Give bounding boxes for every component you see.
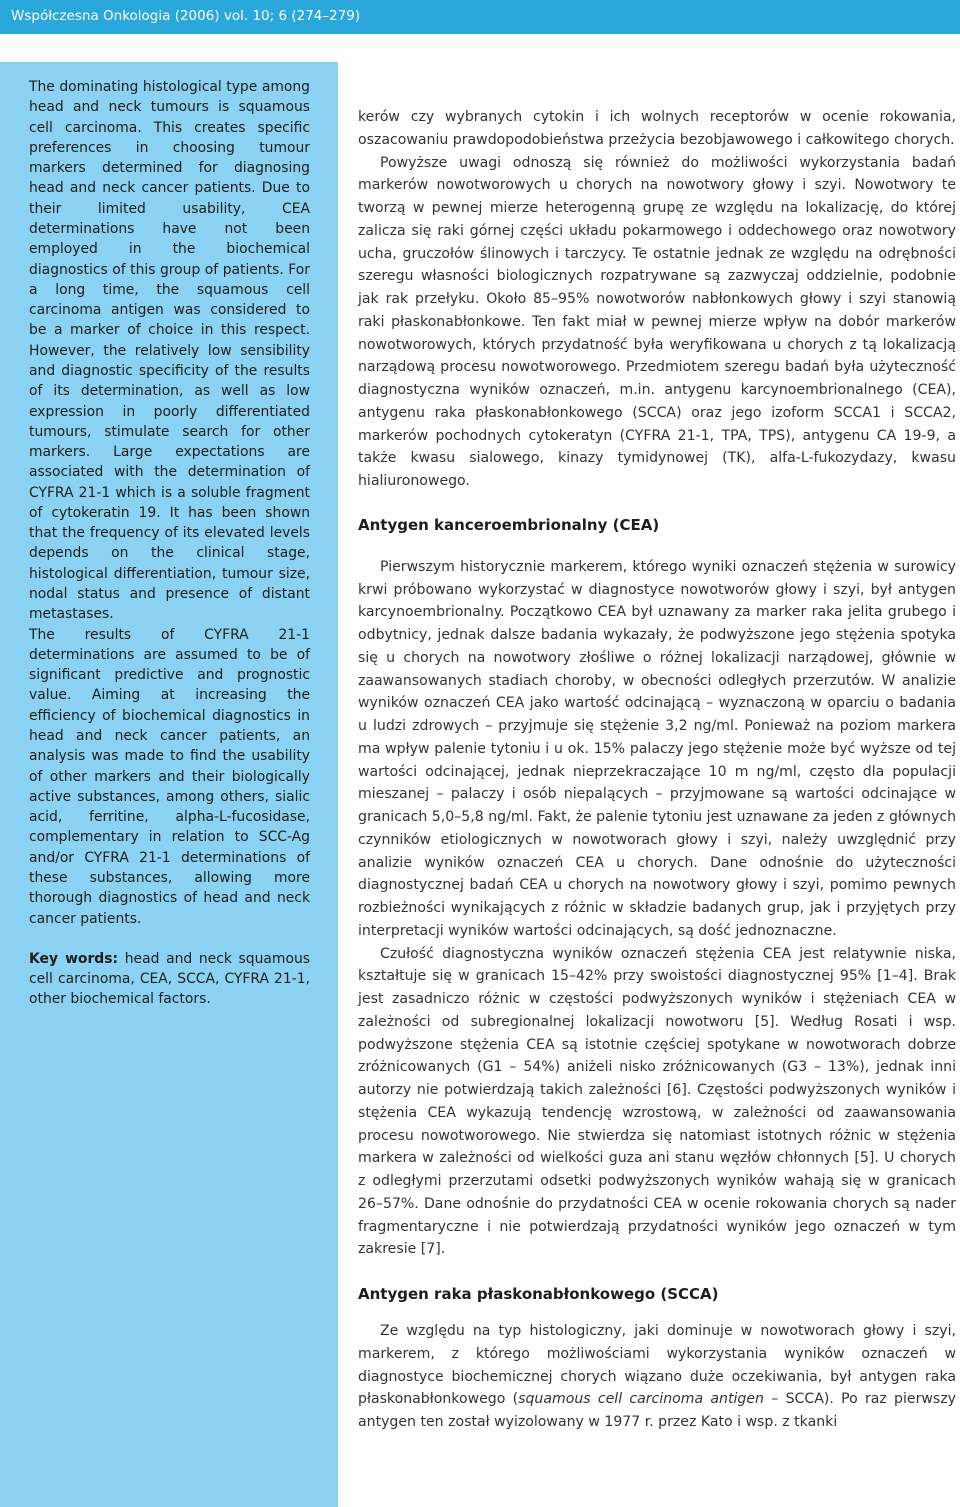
abstract-column bbox=[29, 77, 310, 1010]
body-paragraph bbox=[358, 1320, 956, 1434]
body-text: Ze względu na typ histologiczny, jaki dominuje w nowotworach głowy i szyi, markerem, z którego możliwościami wykorzystania wyników oznaczeń w diagnostyce biochemicznej chorych wiązano duże oczekiwania, był antygen raka płaskonabłonkowego ( bbox=[358, 1323, 956, 1408]
body-paragraph: Powyższe uwagi odnoszą się również do możliwości wykorzystania badań markerów nowotworowych u chorych na nowotwory głowy i szyi. Nowotwory te tworzą w pewnej mierze heterogenną grupę ze względu na lokalizację, do której zalicza się raki górnej części układu pokarmowego i oddechowego oraz nowotwory ucha, gruczołów ślinowych i tarczycy. Te ostatnie jednak ze względu na odrębności szeregu własności biologicznych rozpatrywane są zazwyczaj oddzielnie, podobnie jak rak przełyku. Około 85–95% nowotworów nabłonkowych głowy i szyi stanowią raki płaskonabłonkowe. Ten fakt miał w pewnej mierze wpływ na dobór markerów nowotworowych, których przydatność była weryfikowana u chorych z tą lokalizacją narządową procesu nowotworowego. Przedmiotem szeregu badań była użyteczność diagnostyczna wyników oznaczeń, m.in. antygenu karcynoembrionalnego (CEA), antygenu raka płaskonabłonkowego (SCCA) oraz jego izoform SCCA1 i SCCA2, markerów pochodnych cytokeratyn (CYFRA 21-1, TPA, TPS), antygenu CA 19-9, a także kwasu sialowego, kinazy tymidynowej (TK), alfa-L-fukozydazy, kwasu hialiuronowego. bbox=[358, 154, 956, 489]
journal-citation: Współczesna Onkologia (2006) vol. 10; 6 (274–279) bbox=[11, 8, 361, 24]
journal-header-bar bbox=[0, 0, 960, 34]
keywords-text: head and neck squamous cell carcinoma, CEA, SCCA, CYFRA 21-1, other biochemical factors. bbox=[29, 950, 310, 1008]
body-column bbox=[358, 106, 956, 1434]
body-paragraph: Pierwszym historycznie markerem, którego wyniki oznaczeń stężenia w surowicy krwi próbowano wykorzystać w diagnostyce nowotworów głowy i szyi, był antygen karcynoembrionalny. Początkowo CEA był uznawany za marker raka jelita grubego i odbytnicy, jednak dalsze badania wykazały, że podwyższone jego stężenia spotyka się u chorych na nowotwory złośliwe o różnej lokalizacji narządowej, głównie w zaawansowanych stadiach choroby, w obecności odległych przerzutów. W analizie wyników oznaczeń CEA jako wartość odcinającą – wyznaczoną w oparciu o badania u ludzi zdrowych – przyjmuje się stężenie 3,2 ng/ml. Ponieważ na poziom markera ma wpływ palenie tytoniu i u ok. 15% palaczy jego stężenie może być wyższe od tej wartości odcinającej, jednak nieprzekraczające 10 m ng/ml, często dla populacji mieszanej – palaczy i osób niepalących – przyjmowane są wartości odcinające w granicach 5,0–5,8 ng/ml. Fakt, że palenie tytoniu jest uznawane za jeden z głównych czynników etiologicznych w nowotworach głowy i szyi, należy uwzględnić przy analizie wyników oznaczeń CEA u chorych. Dane odnośnie do użyteczności diagnostycznej badań CEA u chorych na nowotwory głowy i szyi, pomimo pewnych rozbieżności wynikających z różnic w składzie badanych grup, jak i przyjętych przy interpretacji wyników wartości odcinających, są dość jednoznaczne. bbox=[358, 558, 956, 939]
section-heading: Antygen raka płaskonabłonkowego (SCCA) bbox=[358, 1285, 719, 1303]
body-paragraph: kerów czy wybranych cytokin i ich wolnych receptorów w ocenie rokowania, oszacowaniu prawdopodobieństwa przeżycia bezobjawowego i całkowitego chorych. bbox=[358, 109, 956, 148]
body-text: – SCCA). Po raz pierwszy antygen ten został wyizolowany w 1977 r. przez Kato i wsp. z tkanki bbox=[358, 1391, 956, 1430]
abstract-paragraph: The dominating histological type among head and neck tumours is squamous cell carcinoma. This creates specific preferences in choosing tumour markers determined for diagnosing head and neck cancer patients. Due to their limited usability, CEA determinations have not been employed in the biochemical diagnostics of this group of patients. For a long time, the squamous cell carcinoma antigen was considered to be a marker of choice in this respect. However, the relatively low sensibility and diagnostic specificity of the results of its determination, as well as low expression in poorly differentiated tumours, stimulate search for other markers. Large expectations are associated with the determination of CYFRA 21-1 which is a soluble fragment of cytokeratin 19. It has been shown that the frequency of its elevated levels depends on the clinical stage, histological differentiation, tumour size, nodal status and presence of distant metastases. bbox=[29, 79, 310, 623]
keywords-label: Key words: bbox=[29, 950, 119, 967]
section-heading: Antygen kanceroembrionalny (CEA) bbox=[358, 515, 660, 534]
italic-term: squamous cell carcinoma antigen bbox=[518, 1391, 764, 1408]
keywords bbox=[29, 949, 310, 1010]
body-paragraph: Czułość diagnostyczna wyników oznaczeń stężenia CEA jest relatywnie niska, kształtuje się w granicach 15–42% przy swoistości diagnostycznej 95% [1–4]. Brak jest zasadniczo różnic w częstości podwyższonych wyników i stężeniach CEA w zależności od subregionalnej lokalizacji nowotworu [5]. Według Rosati i wsp. podwyższone stężenia CEA są istotnie częściej spotykane w nowotworach dobrze zróżnicowanych (G1 – 54%) aniżeli nisko zróżnicowanych (G3 – 13%), jednak inni autorzy nie potwierdzają takich zależności [6]. Częstości podwyższonych wyników i stężenia CEA wykazują tendencję wzrostową, w zależności od zaawansowania procesu nowotworowego. Nie stwierdza się natomiast istotnych różnic w stężenia markera w zależności od wielkości guza ani stanu węzłów chłonnych [5]. U chorych z odległymi przerzutami odsetki podwyższonych wyników wahają się w granicach 26–57%. Dane odnośnie do przydatności CEA w ocenie rokowania chorych są nader fragmentaryczne i nie potwierdzają przydatności wyników jego oznaczeń w tym zakresie [7]. bbox=[358, 945, 956, 1258]
abstract-paragraph: The results of CYFRA 21-1 determinations are assumed to be of significant predictive and prognostic value. Aiming at increasing the efficiency of biochemical diagnostics in head and neck cancer patients, an analysis was made to find the usability of other markers and their biologically active substances, among others, sialic acid, ferritine, alpha-L-fucosidase, complementary in relation to SCC-Ag and/or CYFRA 21-1 determinations of these substances, allowing more thorough diagnostics of head and neck cancer patients. bbox=[29, 626, 310, 927]
